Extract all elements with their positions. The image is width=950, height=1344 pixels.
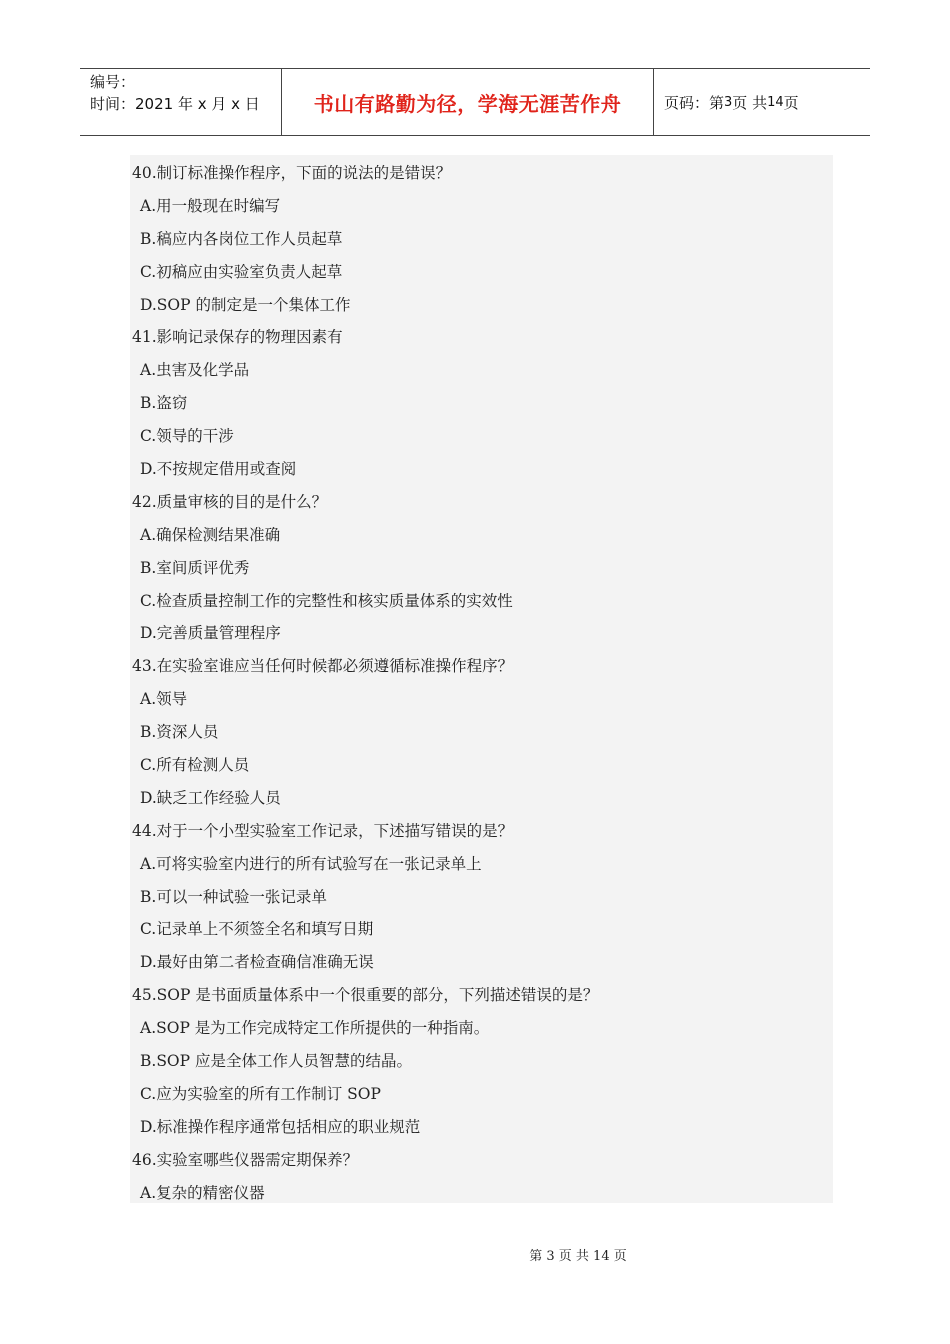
time-label: 时间：2021 年 x 月 x 日: [90, 95, 260, 113]
question-text: 41.影响记录保存的物理因素有: [132, 328, 343, 347]
option-text: C.应为实验室的所有工作制订 SOP: [140, 1084, 381, 1103]
option-text: D.SOP 的制定是一个集体工作: [140, 295, 351, 314]
option-text: A.确保检测结果准确: [140, 525, 281, 544]
option-text: D.缺乏工作经验人员: [140, 788, 281, 807]
option-text: A.用一般现在时编写: [140, 196, 281, 215]
page-suffix: 页: [783, 93, 799, 112]
option-text: D.完善质量管理程序: [140, 624, 281, 643]
page-prefix: 页码：第: [664, 93, 725, 112]
option-text: C.检查质量控制工作的完整性和核实质量体系的实效性: [140, 591, 513, 610]
question-text: 40.制订标准操作程序，下面的说法的是错误？: [132, 164, 452, 182]
header-motto-cell: [282, 69, 654, 135]
question-list: [130, 155, 833, 1203]
page-mid: 页 共: [732, 93, 768, 112]
question-text: 46.实验室哪些仪器需定期保养？: [132, 1150, 359, 1169]
option-text: A.SOP 是为工作完成特定工作所提供的一种指南。: [140, 1019, 490, 1038]
option-text: B.可以一种试验一张记录单: [140, 887, 327, 906]
option-text: B.资深人员: [140, 723, 219, 742]
option-text: C.所有检测人员: [140, 756, 250, 775]
option-text: C.记录单上不须签全名和填写日期: [140, 920, 374, 939]
header-info-cell: [80, 69, 282, 135]
option-text: C.初稿应由实验室负责人起草: [140, 262, 343, 281]
option-text: A.可将实验室内进行的所有试验写在一张记录单上: [140, 854, 482, 873]
option-text: B.SOP 应是全体工作人员智慧的结晶。: [140, 1052, 413, 1071]
header-table: [80, 68, 870, 136]
option-text: D.标准操作程序通常包括相应的职业规范: [140, 1117, 421, 1136]
question-text: 42.质量审核的目的是什么？: [132, 492, 328, 511]
motto-text: 书山有路勤为径，学海无涯苦作舟: [313, 91, 622, 116]
option-text: D.最好由第二者检查确信准确无误: [140, 953, 374, 972]
option-text: D.不按规定借用或查阅: [140, 460, 297, 479]
page-footer: 第 3 页 共 14 页: [529, 1249, 627, 1264]
page-total: 14: [767, 94, 784, 110]
option-text: C.领导的干涉: [140, 427, 234, 446]
option-text: B.稿应内各岗位工作人员起草: [140, 229, 343, 248]
header-page-cell: [654, 69, 870, 135]
page-current: 3: [724, 94, 733, 110]
option-text: B.室间质评优秀: [140, 558, 250, 577]
option-text: A.复杂的精密仪器: [140, 1183, 265, 1202]
option-text: A.领导: [140, 690, 188, 709]
question-text: 44.对于一个小型实验室工作记录，下述描写错误的是？: [132, 821, 514, 840]
option-text: B.盗窃: [140, 394, 188, 413]
option-text: A.虫害及化学品: [140, 361, 250, 380]
question-text: 45.SOP 是书面质量体系中一个很重要的部分，下列描述错误的是？: [132, 986, 599, 1005]
number-label: 编号：: [90, 73, 136, 91]
question-text: 43.在实验室谁应当任何时候都必须遵循标准操作程序？: [132, 657, 514, 676]
